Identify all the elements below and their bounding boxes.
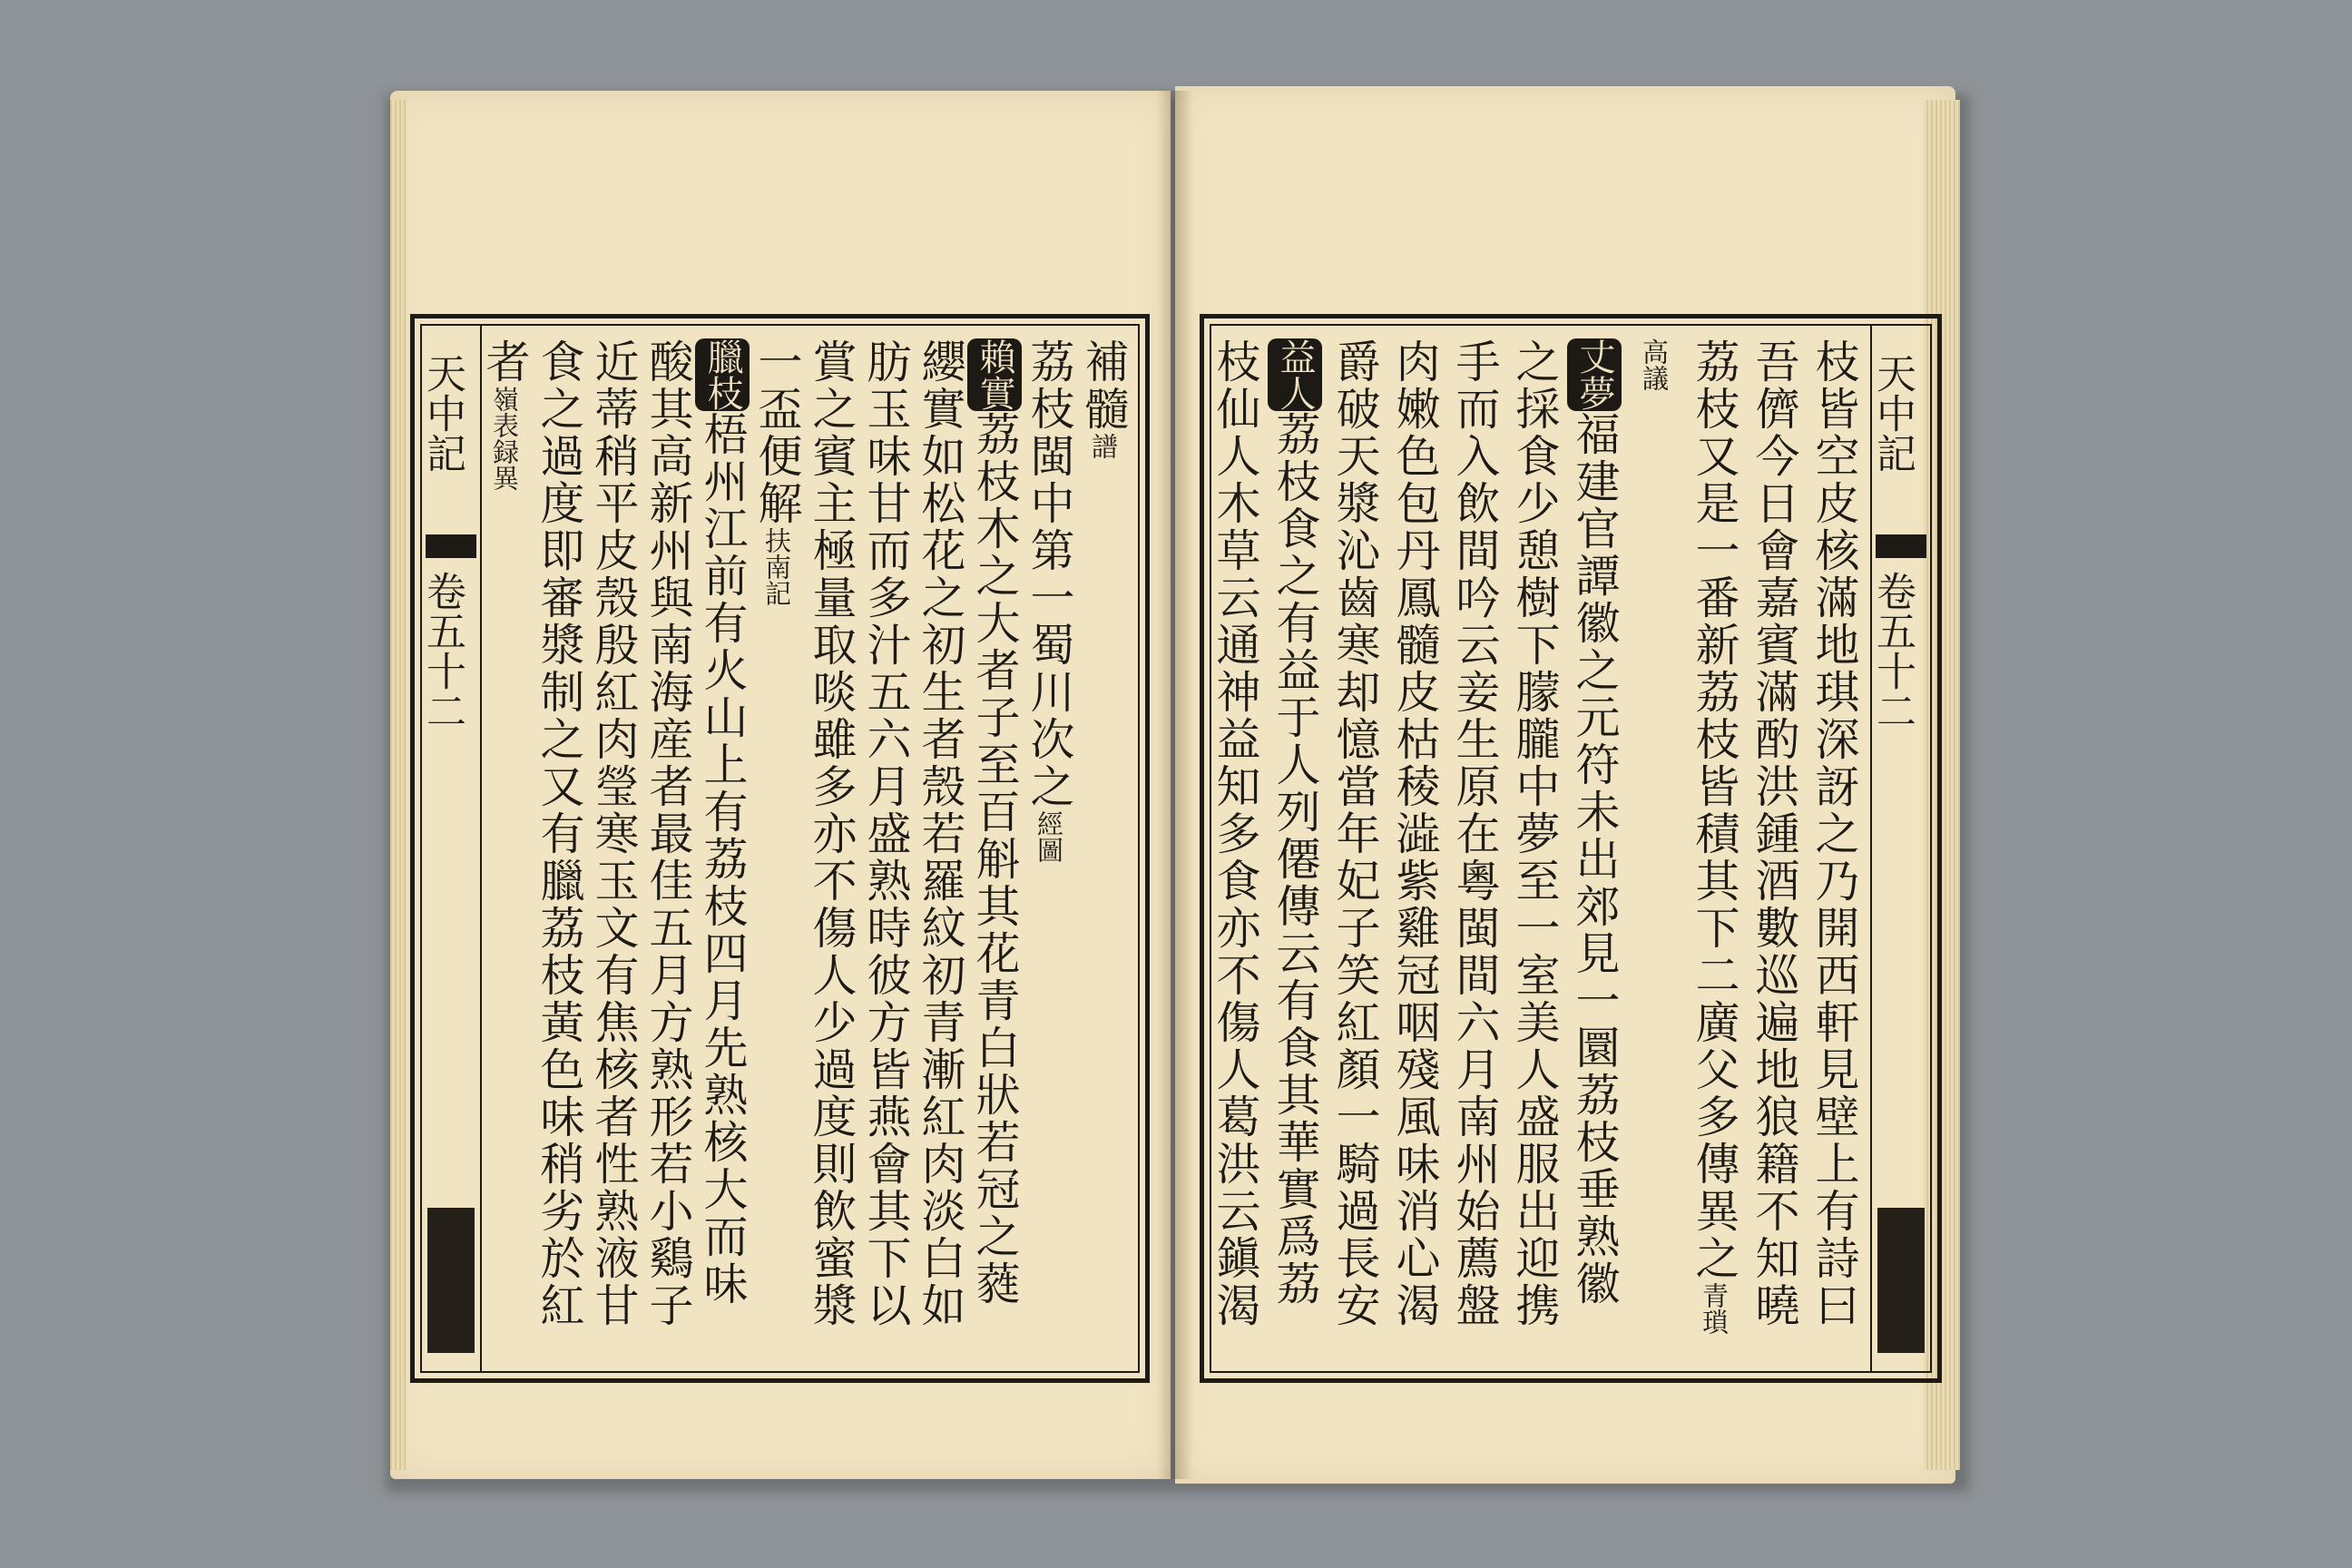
text-column — [695, 338, 750, 1358]
column-text: 補髓 — [1078, 338, 1130, 433]
column-text: 賞之賓主極量取啖雖多亦不傷人少過度則飲蜜漿 — [806, 338, 858, 1329]
topic-tag: 臘枝 — [695, 338, 750, 411]
column-text: 酸其高新州與南海産者最佳五月方熟形若小鷄子 — [642, 338, 694, 1329]
text-column — [1208, 338, 1262, 1358]
text-column — [913, 338, 967, 1358]
column-text: 肉嫩色包丹鳳髓皮枯稜澁紫雞冠咽殘風味消心渴 — [1389, 338, 1441, 1329]
right-strip-title: 天中記 — [1869, 353, 1916, 473]
topic-tag: 益人 — [1268, 338, 1322, 411]
text-column — [1387, 338, 1442, 1358]
column-text: 纓實如松花之初生者殼若羅紋初青漸紅肉淡白如 — [915, 338, 966, 1329]
column-text: 荔枝食之有益于人列僊傳云有食其華實爲荔 — [1269, 411, 1321, 1308]
fishtail-mark — [1876, 534, 1926, 558]
column-text: 枝皆空皮核滿地琪深訝之乃開西軒見壁上有詩曰 — [1808, 338, 1860, 1329]
text-column — [1076, 338, 1131, 1358]
column-text: 近蒂稍平皮殼殷紅肉瑩寒玉文有焦核者性熟液甘 — [588, 338, 640, 1329]
left-center-strip — [419, 326, 482, 1371]
topic-tag: 賴實 — [967, 338, 1022, 411]
text-column — [967, 338, 1022, 1358]
left-text-frame — [410, 314, 1150, 1383]
column-text: 梧州江前有火山上有荔枝四月先熟核大而味 — [697, 411, 749, 1308]
text-column — [641, 338, 695, 1358]
right-inner-border — [1210, 324, 1932, 1373]
column-text: 吾儕今日會嘉賓滿酌洪鍾酒數巡遍地狼籍不知曉 — [1749, 338, 1800, 1329]
text-column — [1747, 338, 1801, 1358]
right-strip-volume: 卷五十二 — [1869, 571, 1916, 730]
text-column — [1567, 338, 1622, 1358]
column-text: 食之過度即審漿制之又有臘荔枝黃色味稍劣於紅 — [534, 338, 585, 1329]
text-column — [1022, 338, 1076, 1358]
left-strip-volume: 卷五十二 — [419, 571, 466, 730]
text-column — [804, 338, 858, 1358]
column-text: 福建官譚徽之元符未出郊見一圜荔枝垂熟徽 — [1569, 411, 1621, 1308]
page-number-block — [1877, 1208, 1925, 1353]
column-text: 之採食少憩樹下朦朧中夢至一室美人盛服出迎携 — [1509, 338, 1561, 1329]
source-note: 高議 — [1639, 338, 1670, 391]
source-note: 青瑣 — [1699, 1282, 1730, 1335]
column-text: 荔枝閩中第一蜀川次之 — [1024, 338, 1075, 810]
text-column — [1447, 338, 1502, 1358]
column-text: 者 — [479, 338, 531, 386]
source-note: 嶺表録異 — [489, 386, 520, 491]
text-column — [586, 338, 641, 1358]
text-column — [750, 338, 804, 1358]
text-column — [1627, 338, 1681, 1358]
left-page-edge — [390, 100, 407, 1470]
column-text: 荔枝木之大者子至百斛其花青白狀若冠之蕤 — [969, 411, 1021, 1308]
text-column — [532, 338, 586, 1358]
column-text: 枝仙人木草云通神益知多食亦不傷人葛洪云鎭渴 — [1210, 338, 1261, 1329]
book-gutter — [1157, 91, 1193, 1479]
text-column — [1268, 338, 1322, 1358]
column-text: 爵破天漿沁齒寒却憶當年妃子笑紅顏一騎過長安 — [1329, 338, 1381, 1329]
column-text: 荔枝又是一番新荔枝皆積其下二廣父多傳異之 — [1689, 338, 1740, 1282]
text-column — [1807, 338, 1861, 1358]
column-text: 肪玉味甘而多汁五六月盛熟時彼方皆燕會其下以 — [860, 338, 912, 1329]
right-center-strip — [1870, 326, 1930, 1371]
left-inner-border — [420, 324, 1140, 1373]
page-number-block — [427, 1208, 475, 1353]
topic-tag: 丈夢 — [1567, 338, 1622, 411]
source-note: 譜 — [1088, 433, 1119, 459]
column-text: 一盃便解 — [751, 338, 803, 527]
source-note: 扶南記 — [761, 527, 792, 606]
column-text: 手而入飲間吟云妾生原在粵閩間六月南州始薦盤 — [1449, 338, 1501, 1329]
fishtail-mark — [426, 534, 476, 558]
right-text-frame — [1200, 314, 1942, 1383]
text-column — [858, 338, 913, 1358]
text-column — [1328, 338, 1382, 1358]
text-column — [477, 338, 532, 1358]
text-column — [1687, 338, 1741, 1358]
left-strip-title: 天中記 — [419, 353, 466, 473]
text-column — [1507, 338, 1562, 1358]
source-note: 經圖 — [1034, 810, 1064, 863]
